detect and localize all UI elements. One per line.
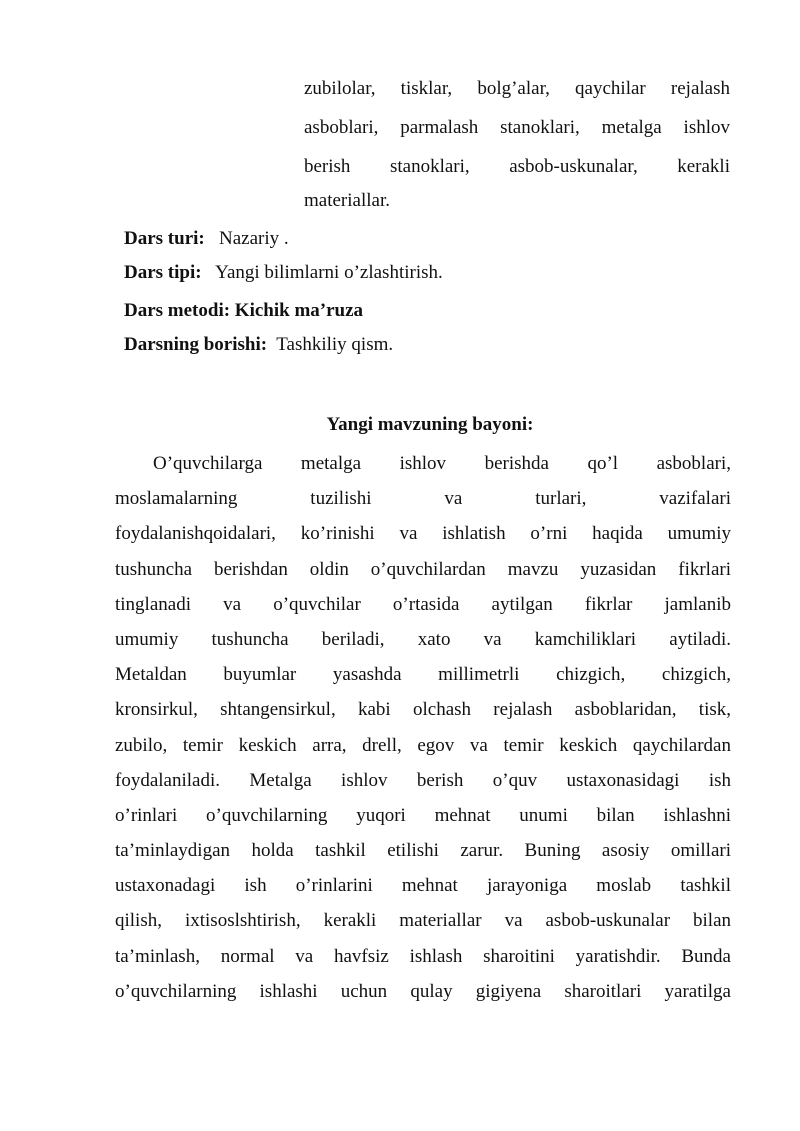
paragraph-line: ustaxonadagi ish o’rinlarini mehnat jarayoniga moslab tashkil (115, 875, 731, 897)
paragraph-line: ta’minlaydigan holda tashkil etilishi zarur. Buning asosiy omillari (115, 840, 731, 862)
paragraph-line: kronsirkul, shtangensirkul, kabi olchash rejalash asboblaridan, tisk, (115, 699, 731, 721)
lesson-method (124, 297, 363, 325)
paragraph-line: qilish, ixtisoslshtirish, kerakli materiallar va asbob-uskunalar bilan (115, 910, 731, 932)
lesson-progress (124, 331, 393, 359)
lesson-kind-label: Dars tipi: (124, 262, 202, 283)
lesson-type (124, 225, 289, 253)
lesson-kind-value: Yangi bilimlarni o’zlashtirish. (215, 262, 443, 283)
paragraph-line: Metaldan buyumlar yasashda millimetrli chizgich, chizgich, (115, 664, 731, 686)
paragraph-line: o’rinlari o’quvchilarning yuqori mehnat unumi bilan ishlashni (115, 804, 731, 826)
paragraph-line: umumiy tushuncha beriladi, xato va kamchiliklari aytiladi. (115, 628, 731, 650)
lesson-type-value: Nazariy . (218, 228, 289, 249)
section-heading: Yangi mavzuning bayoni: (326, 414, 534, 435)
paragraph-line: moslamalarning tuzilishi va turlari, vazifalari (115, 488, 731, 510)
paragraph-line: foydalaniladi. Metalga ishlov berish o’quv ustaxonasidagi ish (115, 769, 731, 791)
paragraph-line: foydalanishqoidalari, ko’rinishi va ishlatish o’rni haqida umumiy (115, 523, 731, 545)
paragraph-line: o’quvchilarning ishlashi uchun qulay gigiyena sharoitlari yaratilga (115, 980, 731, 1002)
paragraph-line: tushuncha berishdan oldin o’quvchilardan mavzu yuzasidan fikrlari (115, 558, 731, 580)
lesson-progress-value: Tashkiliy qism. (276, 334, 394, 355)
paragraph-line: zubilo, temir keskich arra, drell, egov va temir keskich qaychilardan (115, 734, 731, 756)
lesson-method-label: Dars metodi: Kichik ma’ruza (124, 300, 364, 321)
equipment-line: asboblari, parmalash stanoklari, metalga ishlov (304, 117, 730, 138)
body-paragraph (115, 446, 731, 1009)
paragraph-line: tinglanadi va o’quvchilar o’rtasida aytilgan fikrlar jamlanib (115, 593, 731, 615)
lesson-type-label: Dars turi: (124, 228, 205, 249)
equipment-line: materiallar. (304, 190, 390, 211)
lesson-progress-label: Darsning borishi: (124, 334, 268, 355)
paragraph-line: O’quvchilarga metalga ishlov berishda qo’l asboblari, (153, 453, 731, 474)
equipment-line: zubilolar, tisklar, bolg’alar, qaychilar rejalash (304, 78, 730, 99)
paragraph-line: ta’minlash, normal va havfsiz ishlash sharoitini yaratishdir. Bunda (115, 945, 731, 967)
lesson-kind (124, 259, 443, 287)
equipment-line: berish stanoklari, asbob-uskunalar, kerakli (304, 156, 730, 177)
